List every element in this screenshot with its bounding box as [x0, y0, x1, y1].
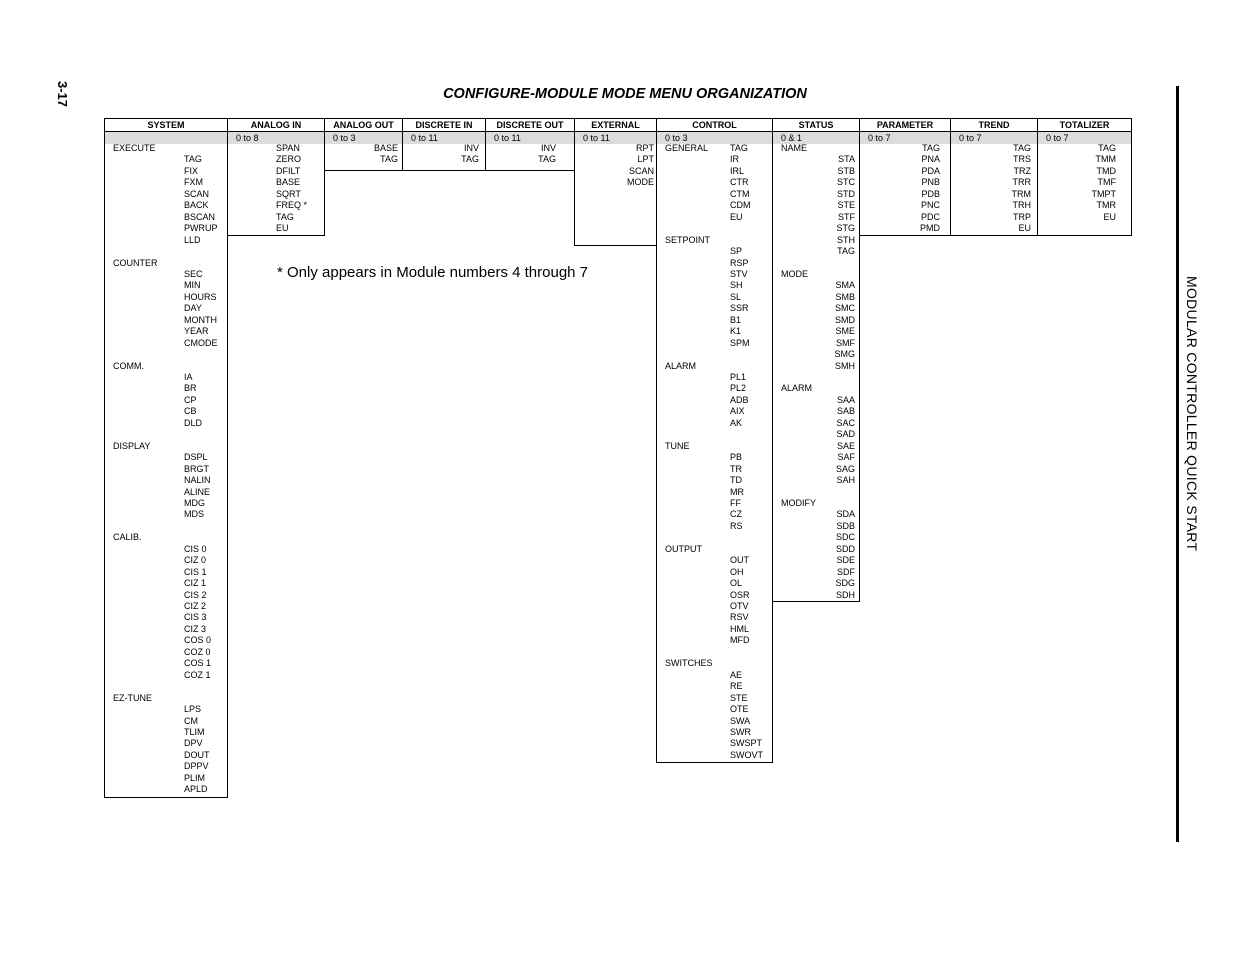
menu-group-label: MODE: [781, 268, 808, 279]
menu-item: SAH: [836, 475, 855, 486]
page-number: 3-17: [55, 80, 70, 108]
menu-item: TAG: [730, 143, 748, 153]
menu-item: TMPT: [1091, 188, 1116, 199]
menu-item: SAF: [837, 452, 855, 463]
menu-item: PNA: [921, 154, 940, 165]
menu-item: MR: [730, 486, 744, 497]
menu-item: SWA: [730, 715, 751, 726]
menu-item: RPT: [636, 143, 654, 153]
menu-item: TAG: [461, 154, 479, 165]
menu-item: CTM: [730, 188, 750, 199]
menu-item: SDB: [836, 520, 855, 531]
menu-item: MDS: [184, 509, 204, 520]
menu-item: SAG: [835, 463, 855, 474]
menu-item: STB: [837, 165, 855, 176]
menu-item: CIS 2: [184, 589, 207, 600]
menu-item: BASE: [373, 143, 398, 153]
menu-item: PL2: [730, 383, 747, 394]
menu-group-label: GENERAL: [665, 143, 709, 153]
menu-item: CIZ 2: [184, 601, 207, 611]
menu-group-label: DISPLAY: [113, 440, 151, 451]
menu-item: INV: [463, 143, 479, 153]
menu-item: EU: [276, 223, 289, 234]
menu-item: SMC: [835, 303, 855, 314]
menu-item: CIZ 3: [184, 623, 207, 634]
menu-item: YEAR: [184, 326, 209, 337]
menu-item: ADB: [730, 394, 749, 405]
menu-item: TD: [730, 475, 742, 486]
column-header: TOTALIZER: [1038, 119, 1131, 132]
menu-item: SH: [730, 280, 743, 291]
menu-item: TRM: [1011, 188, 1031, 199]
column-range: 0 to 11: [575, 132, 656, 144]
menu-item: AIX: [730, 406, 745, 417]
menu-group-label: NAME: [781, 143, 808, 153]
column-header: ANALOG IN: [228, 119, 324, 132]
menu-item: SMG: [834, 349, 855, 360]
menu-item: CIS 0: [184, 543, 207, 554]
menu-item: DFILT: [276, 165, 301, 176]
menu-group-label: TUNE: [665, 440, 690, 451]
menu-item: RS: [730, 520, 743, 531]
column-header: DISCRETE IN: [403, 119, 485, 132]
column-range: 0 to 7: [860, 132, 950, 144]
menu-item: SMF: [836, 337, 855, 348]
menu-item: STH: [837, 234, 855, 245]
menu-item: OL: [730, 578, 743, 589]
menu-item: STV: [730, 268, 748, 279]
menu-item: CIS 3: [184, 612, 207, 623]
menu-item: SWOVT: [730, 749, 763, 760]
menu-group-label: EZ-TUNE: [113, 692, 152, 703]
column-range: 0 to 3: [325, 132, 402, 144]
menu-item: PWRUP: [184, 223, 218, 234]
vertical-rule: [1176, 86, 1179, 842]
column-header: PARAMETER: [860, 119, 950, 132]
menu-item: SDA: [836, 509, 855, 520]
menu-item: DAY: [184, 303, 202, 314]
menu-item: MIN: [184, 280, 201, 291]
menu-item: MDG: [184, 497, 205, 508]
menu-item: MFD: [730, 635, 750, 646]
column-range: 0 to 11: [403, 132, 485, 144]
menu-item: EU: [1018, 223, 1031, 234]
menu-item: IR: [730, 154, 739, 165]
menu-item: INV: [540, 143, 556, 153]
menu-item: TAG: [1098, 143, 1116, 153]
menu-item: PL1: [730, 372, 747, 382]
menu-item: IRL: [730, 165, 745, 176]
menu-item: CZ: [730, 509, 742, 520]
menu-item: SMA: [835, 280, 855, 291]
menu-group-label: ALARM: [781, 383, 813, 394]
column-range: 0 to 11: [486, 132, 574, 144]
menu-item: STE: [837, 200, 855, 211]
menu-group-label: EXECUTE: [113, 143, 156, 153]
menu-item: SDC: [835, 532, 855, 543]
menu-item: PDB: [921, 188, 940, 199]
column-range: 0 & 1: [773, 132, 859, 144]
menu-item: CIZ 1: [184, 578, 207, 589]
menu-item: APLD: [184, 784, 208, 795]
menu-item: TR: [730, 463, 742, 474]
column-header: CONTROL: [657, 119, 772, 132]
menu-item: CM: [184, 715, 198, 726]
menu-item: SAD: [836, 429, 855, 440]
column-header: DISCRETE OUT: [486, 119, 574, 132]
side-title: MODULAR CONTROLLER QUICK START: [1184, 276, 1200, 552]
menu-item: SCAN: [184, 188, 210, 199]
menu-group-label: CALIB.: [113, 532, 142, 543]
menu-item: ALINE: [184, 486, 211, 497]
menu-item: FIX: [184, 165, 199, 176]
menu-item: TMD: [1096, 165, 1116, 176]
menu-item: BRGT: [184, 463, 210, 474]
menu-item: MONTH: [184, 314, 217, 325]
menu-item: OTE: [730, 704, 749, 715]
menu-item: COZ 1: [184, 669, 211, 680]
menu-item: STE: [730, 692, 748, 703]
menu-item: IA: [184, 372, 193, 382]
page-title: CONFIGURE-MODULE MODE MENU ORGANIZATION: [443, 86, 807, 102]
menu-group-label: MODIFY: [781, 497, 816, 508]
menu-item: STA: [838, 154, 855, 165]
menu-item: CP: [184, 394, 197, 405]
menu-item: TAG: [837, 246, 855, 257]
menu-item: TAG: [380, 154, 398, 165]
menu-item: RSP: [730, 257, 749, 268]
menu-item: TAG: [276, 211, 294, 222]
menu-item: BACK: [184, 200, 209, 211]
menu-item: TAG: [538, 154, 556, 165]
column-range: 0 to 7: [951, 132, 1037, 144]
menu-item: SMD: [835, 314, 855, 325]
column-range: 0 to 8: [228, 132, 324, 144]
column-header: TREND: [951, 119, 1037, 132]
column-header: SYSTEM: [105, 119, 227, 132]
menu-item: BASE: [276, 177, 301, 188]
menu-item: NALIN: [184, 475, 211, 486]
column-header: EXTERNAL: [575, 119, 656, 132]
menu-item: DLD: [184, 417, 203, 428]
menu-item: ZERO: [276, 154, 302, 165]
menu-item: FXM: [184, 177, 203, 188]
column-header: ANALOG OUT: [325, 119, 402, 132]
menu-item: COS 1: [184, 658, 212, 669]
menu-item: LPT: [637, 154, 654, 165]
menu-item: TAG: [922, 143, 940, 153]
menu-item: DPPV: [184, 761, 209, 772]
menu-item: SMB: [835, 291, 855, 302]
menu-item: SDD: [835, 543, 855, 554]
menu-item: LLD: [184, 234, 201, 245]
menu-item: STC: [837, 177, 855, 188]
menu-group-label: SWITCHES: [665, 658, 713, 669]
menu-item: TAG: [1013, 143, 1031, 153]
menu-item: CTR: [730, 177, 749, 188]
menu-item: SWR: [730, 726, 751, 737]
menu-item: SAE: [836, 440, 855, 451]
menu-item: BSCAN: [184, 211, 216, 222]
menu-item: PB: [730, 452, 743, 463]
menu-item: SL: [730, 291, 742, 302]
menu-item: LPS: [184, 704, 202, 715]
menu-item: TMF: [1097, 177, 1116, 188]
menu-item: CIZ 0: [184, 555, 207, 566]
column-range: 0 to 7: [1038, 132, 1131, 144]
menu-item: TMR: [1096, 200, 1116, 211]
menu-item: OSR: [730, 589, 750, 600]
menu-item: PDA: [921, 165, 940, 176]
menu-item: STG: [836, 223, 855, 234]
menu-item: DSPL: [184, 452, 208, 463]
menu-item: TMM: [1095, 154, 1116, 165]
menu-item: SPAN: [276, 143, 300, 153]
menu-item: SDF: [837, 566, 855, 577]
menu-item: SPM: [730, 337, 750, 348]
menu-item: DPV: [184, 738, 203, 749]
menu-item: RE: [730, 681, 743, 692]
menu-item: STF: [838, 211, 855, 222]
menu-item: MODE: [627, 177, 654, 188]
column-range: 0 to 3: [657, 132, 772, 144]
menu-item: SSR: [730, 303, 749, 314]
menu-item: SAB: [836, 406, 855, 417]
menu-item: SAA: [836, 394, 855, 405]
menu-item: SAC: [836, 417, 855, 428]
menu-item: FF: [730, 497, 741, 508]
menu-item: CDM: [730, 200, 751, 211]
menu-item: COZ 0: [184, 646, 211, 657]
menu-item: RSV: [730, 612, 749, 623]
menu-item: STD: [837, 188, 855, 199]
column-header: STATUS: [773, 119, 859, 132]
menu-item: SCAN: [628, 165, 654, 176]
menu-item: HOURS: [184, 291, 217, 302]
footnote: * Only appears in Module numbers 4 through 7: [277, 264, 589, 281]
menu-item: PLIM: [184, 772, 206, 783]
menu-item: SME: [835, 326, 855, 337]
menu-group-label: COUNTER: [113, 257, 158, 268]
menu-item: AE: [730, 669, 743, 680]
menu-item: SMH: [835, 360, 855, 371]
menu-group-label: OUTPUT: [665, 543, 702, 554]
menu-item: PNC: [920, 200, 940, 211]
menu-item: TRS: [1013, 154, 1031, 165]
menu-item: SWSPT: [730, 738, 763, 749]
menu-item: B1: [730, 314, 742, 325]
menu-item: CIS 1: [184, 566, 207, 577]
menu-item: OH: [730, 566, 744, 577]
menu-item: SP: [730, 246, 743, 257]
menu-item: OTV: [730, 601, 749, 611]
menu-item: SDG: [835, 578, 855, 589]
menu-item: PDC: [920, 211, 940, 222]
menu-item: TAG: [184, 154, 202, 165]
menu-group-label: ALARM: [665, 360, 697, 371]
menu-item: DOUT: [184, 749, 210, 760]
menu-item: BR: [184, 383, 197, 394]
menu-item: SEC: [184, 268, 203, 279]
menu-item: SDH: [835, 589, 855, 600]
menu-item: SQRT: [276, 188, 301, 199]
menu-item: HML: [730, 623, 750, 634]
menu-item: COS 0: [184, 635, 212, 646]
menu-group-label: COMM.: [113, 360, 144, 371]
menu-item: CMODE: [184, 337, 218, 348]
menu-item: TLIM: [184, 726, 205, 737]
menu-item: FREQ *: [276, 200, 308, 211]
menu-item: SDE: [836, 555, 855, 566]
menu-item: TRZ: [1013, 165, 1031, 176]
menu-item: TRP: [1013, 211, 1031, 222]
menu-item: PNB: [921, 177, 940, 188]
menu-item: K1: [730, 326, 742, 337]
menu-item: EU: [730, 211, 743, 222]
menu-item: PMD: [920, 223, 940, 234]
menu-item: TRH: [1012, 200, 1031, 211]
menu-item: CB: [184, 406, 197, 417]
menu-item: TRR: [1012, 177, 1031, 188]
menu-item: OUT: [730, 555, 749, 566]
menu-item: AK: [730, 417, 743, 428]
menu-item: EU: [1103, 211, 1116, 222]
menu-group-label: SETPOINT: [665, 234, 711, 245]
